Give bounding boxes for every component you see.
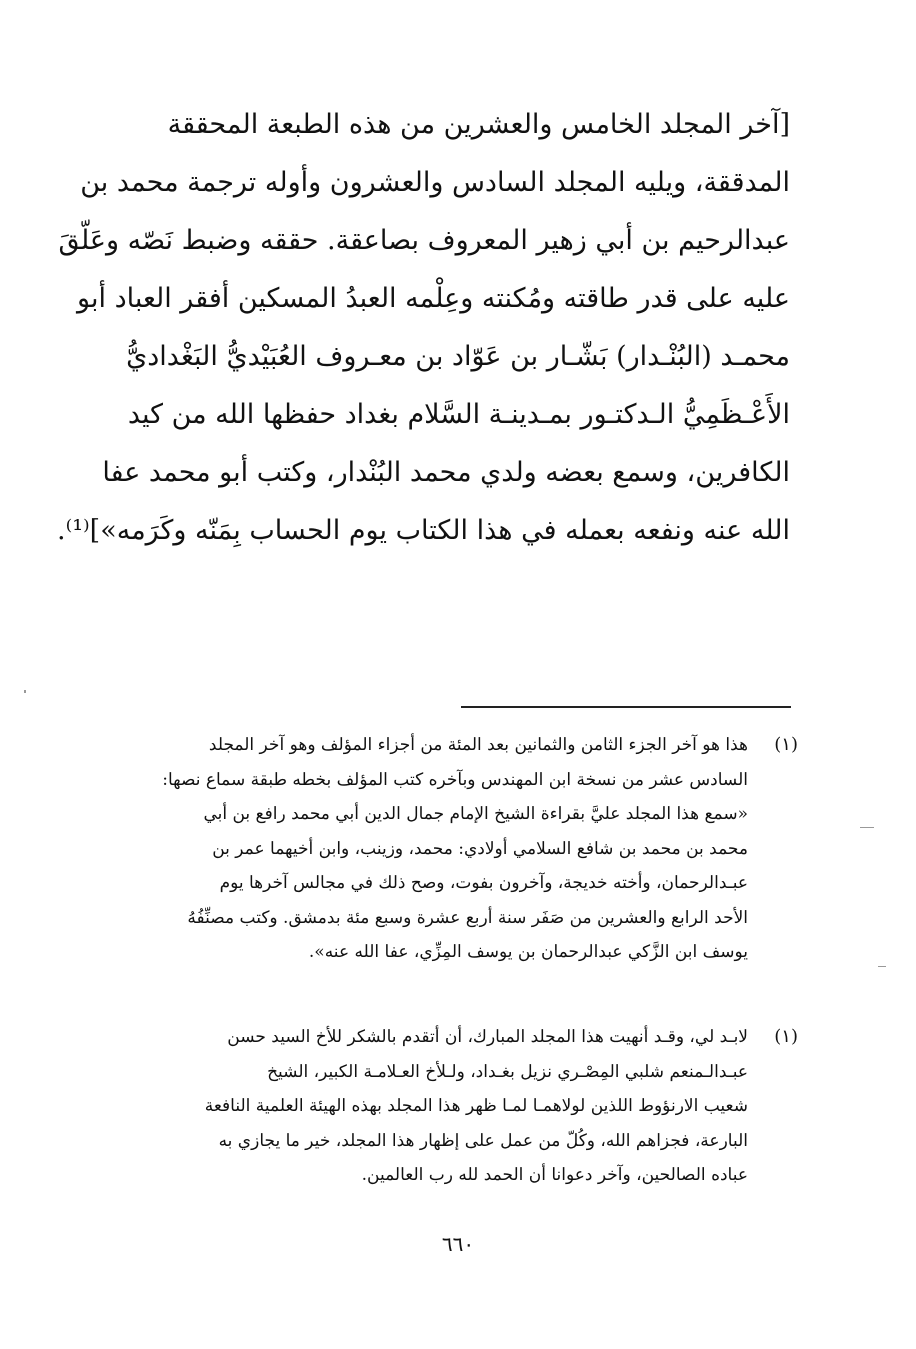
footnote-line: شعيب الارنؤوط اللذين لولاهمـا لمـا ظهر هذا المجلد بهذه الهيئة العلمية النافعة <box>204 1096 748 1116</box>
scan-speck <box>24 690 26 693</box>
footnote <box>88 728 798 970</box>
main-text-block <box>56 96 790 560</box>
footnote-body <box>88 1020 748 1193</box>
footnote <box>88 1020 798 1193</box>
footnote-line: يوسف ابن الزَّكي عبدالرحمان بن يوسف المِزِّي، عفا الله عنه». <box>308 942 748 962</box>
main-text-line: الكافرين، وسمع بعضه ولدي محمد البُنْدار، وكتب أبو محمد عفا <box>102 457 790 488</box>
footnote-line: هذا هو آخر الجزء الثامن والثمانين بعد المئة من أجزاء المؤلف وهو آخر المجلد <box>208 735 748 755</box>
main-text-line: الأَعْـظَمِيُّ الـدكتـور بمـدينـة السَّلام بغداد حفظها الله من كيد <box>127 399 790 430</box>
scan-speck <box>860 827 874 828</box>
footnote-body <box>88 728 748 970</box>
footnote-line: عبـدالرحمان، وأخته خديجة، وآخرون بفوت، وصح ذلك في مجالس آخرها يوم <box>219 873 748 893</box>
footnote-line: البارعة، فجزاهم الله، وكُلّ من عمل على إظهار هذا المجلد، خير ما يجازي به <box>218 1130 748 1151</box>
page-number: ٦٦٠ <box>441 1232 475 1256</box>
main-text-line: محمـد (البُنْـدار) بَشّـار بن عَوّاد بن معـروف العُبَيْديُّ البَغْداديُّ <box>126 341 790 372</box>
main-text-line: الله عنه ونفعه بعمله في هذا الكتاب يوم الحساب بِمَنّه وكَرَمه»]⁽¹⁾. <box>56 515 790 546</box>
footnote-line: عبـدالـمنعم شلبي المِصْـري نزيل بغـداد، ولـلأخ العـلامـة الكبير، الشيخ <box>267 1061 748 1082</box>
footnote-marker: (١) <box>774 1026 798 1047</box>
footnote-line: لابـد لي، وقـد أنهيت هذا المجلد المبارك، أن أتقدم بالشكر للأخ السيد حسن <box>227 1027 748 1047</box>
footnote-line: عباده الصالحين، وآخر دعوانا أن الحمد لله رب العالمين. <box>361 1165 748 1185</box>
footnote-line: الأحد الرابع والعشرين من صَفَر سنة أربع عشرة وسبع مئة بدمشق. وكتب مصنِّفُهُ <box>187 907 748 928</box>
main-text-line: عليه على قدر طاقته ومُكنته وعِلْمه العبدُ المسكين أفقر العباد أبو <box>77 283 790 314</box>
main-text-line: المدققة، ويليه المجلد السادس والعشرون وأوله ترجمة محمد بن <box>80 167 790 198</box>
footnote-line: محمد بن محمد بن شافع السلامي أولادي: محمد، وزينب، وابن أخيهما عمر بن <box>212 838 748 859</box>
footnote-separator <box>461 706 791 708</box>
footnote-marker: (١) <box>774 734 798 755</box>
scan-speck <box>878 966 886 967</box>
main-text-line: [آخر المجلد الخامس والعشرين من هذه الطبعة المحققة <box>167 109 790 140</box>
footnote-line: السادس عشر من نسخة ابن المهندس وبآخره كتب المؤلف بخطه طبقة سماع نصها: <box>162 769 748 790</box>
main-text-line: عبدالرحيم بن أبي زهير المعروف بصاعقة. حققه وضبط نَصّه وعَلّقَ <box>58 225 790 256</box>
footnote-line: «سمع هذا المجلد عليَّ بقراءة الشيخ الإمام جمال الدين أبي محمد رافع بن أبي <box>203 804 748 824</box>
